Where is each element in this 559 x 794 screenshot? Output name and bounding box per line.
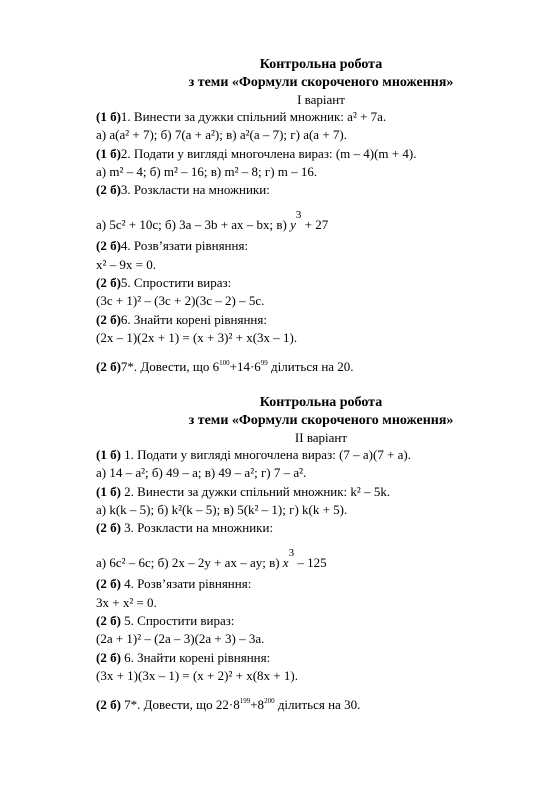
task-2 — [96, 145, 536, 163]
task-2-answers: а) k(k – 5); б) k²(k – 5); в) 5(k² – 1); г) k(k + 5). — [96, 501, 348, 517]
cube-term: – 125 — [294, 555, 327, 571]
task-7 — [96, 685, 536, 717]
task-7 — [96, 347, 536, 379]
task-text: 1. Винести за дужки спільний множник: a² + 7a. — [120, 109, 387, 124]
task-1 — [96, 108, 536, 126]
task-text: 1. Подати у вигляді многочлена вираз: (7 – a)(7 + a). — [120, 447, 412, 462]
task-6-equation: (2x – 1)(2x + 1) = (x + 3)² + x(3x – 1). — [96, 329, 298, 345]
math-term: +14·6 — [229, 359, 261, 375]
cube-exponent: 3 — [295, 209, 302, 222]
math-base: 22·8 — [215, 697, 240, 713]
task-1 — [96, 446, 536, 464]
task-3 — [96, 519, 536, 537]
task-points: (2 б) — [96, 182, 121, 198]
task-3-items — [96, 537, 536, 575]
task-points: (2 б) — [96, 697, 121, 713]
task-6-equation: (3x + 1)(3x – 1) = (x + 2)² + x(8x + 1). — [96, 667, 298, 683]
task-text: 3. Розкласти на множники: — [120, 520, 274, 536]
task-text: 6. Знайти корені рівняння: — [120, 311, 267, 327]
task-text: 4. Розв’язати рівняння: — [120, 576, 252, 592]
task-text: 5. Спростити вираз: — [120, 613, 235, 629]
math-exponent: 200 — [264, 697, 275, 706]
task-text: 7*. Довести, що — [120, 697, 216, 713]
task-points: (2 б) — [96, 238, 121, 254]
task-points: (2 б) — [96, 275, 121, 291]
cube-variable: x — [282, 555, 289, 571]
cube-exponent: 3 — [288, 547, 295, 560]
task-text-end: ділиться на 30. — [274, 697, 361, 713]
task-4 — [96, 575, 536, 593]
test-title: Контрольна робота — [259, 57, 383, 72]
math-exponent: 100 — [219, 359, 230, 368]
task-points: (1 б) — [96, 145, 121, 161]
task-text: 6. Знайти корені рівняння: — [120, 649, 271, 665]
test-topic: з теми «Формули скороченого множення» — [188, 75, 454, 90]
task-2-answers: а) m² – 4; б) m² – 16; в) m² – 8; г) m – 16. — [96, 163, 318, 179]
task-points: (2 б) — [96, 613, 121, 629]
task-1-answers: а) 14 – a²; б) 49 – a; в) 49 – a²; г) 7 – a². — [96, 465, 307, 481]
task-points: (2 б) — [96, 649, 121, 665]
variant-2-section — [96, 394, 536, 717]
task-6 — [96, 649, 536, 667]
test-title: Контрольна робота — [259, 395, 383, 410]
task-points: (1 б) — [96, 483, 121, 499]
variant-label: I варіант — [297, 92, 345, 107]
task-text: 2. Винести за дужки спільний множник: k² – 5k. — [120, 483, 391, 499]
task-5-expression: (2a + 1)² – (2a – 3)(2a + 3) – 3a. — [96, 631, 265, 647]
task-points: (2 б) — [96, 311, 121, 327]
task-points: (2 б) — [96, 576, 121, 592]
task-6 — [96, 311, 536, 329]
task-points: (2 б) — [96, 359, 121, 375]
task-3-items — [96, 199, 536, 237]
math-base: 6 — [212, 359, 220, 375]
task-2 — [96, 483, 536, 501]
task-3-items-text: а) 5c² + 10c; б) 3a – 3b + ax – bx; в) — [96, 217, 291, 233]
task-text: 4. Розв’язати рівняння: — [120, 238, 249, 254]
task-text: 7*. Довести, що — [120, 359, 213, 375]
task-5 — [96, 274, 536, 292]
task-5 — [96, 612, 536, 630]
variant-label: II варіант — [294, 430, 348, 445]
math-term: +8 — [250, 697, 265, 713]
cube-variable: y — [290, 217, 296, 233]
task-3-items-text: а) 6c² – 6c; б) 2x – 2y + ax – ay; в) — [96, 555, 283, 571]
test-topic: з теми «Формули скороченого множення» — [188, 413, 454, 428]
task-3 — [96, 181, 536, 199]
task-1-answers: а) a(a² + 7); б) 7(a + a²); в) a²(a – 7); г) a(a + 7). — [96, 127, 347, 143]
math-exponent: 99 — [260, 359, 268, 368]
task-points: (1 б) — [96, 447, 121, 462]
task-5-expression: (3c + 1)² – (3c + 2)(3c – 2) – 5c. — [96, 293, 265, 309]
math-exponent: 199 — [239, 697, 251, 706]
task-text-end: ділиться на 20. — [267, 359, 354, 375]
task-4-equation: 3x + x² = 0. — [96, 594, 157, 610]
task-points: (1 б) — [96, 109, 121, 124]
variant-1-section — [96, 56, 536, 379]
task-text: 5. Спростити вираз: — [120, 275, 232, 291]
task-points: (2 б) — [96, 520, 121, 536]
task-text: 2. Подати у вигляді многочлена вираз: (m – 4)(m + 4). — [120, 145, 417, 161]
cube-term: + 27 — [301, 217, 329, 233]
task-4 — [96, 237, 536, 255]
task-4-equation: x² – 9x = 0. — [96, 256, 156, 272]
task-text: 3. Розкласти на множники: — [120, 182, 270, 198]
